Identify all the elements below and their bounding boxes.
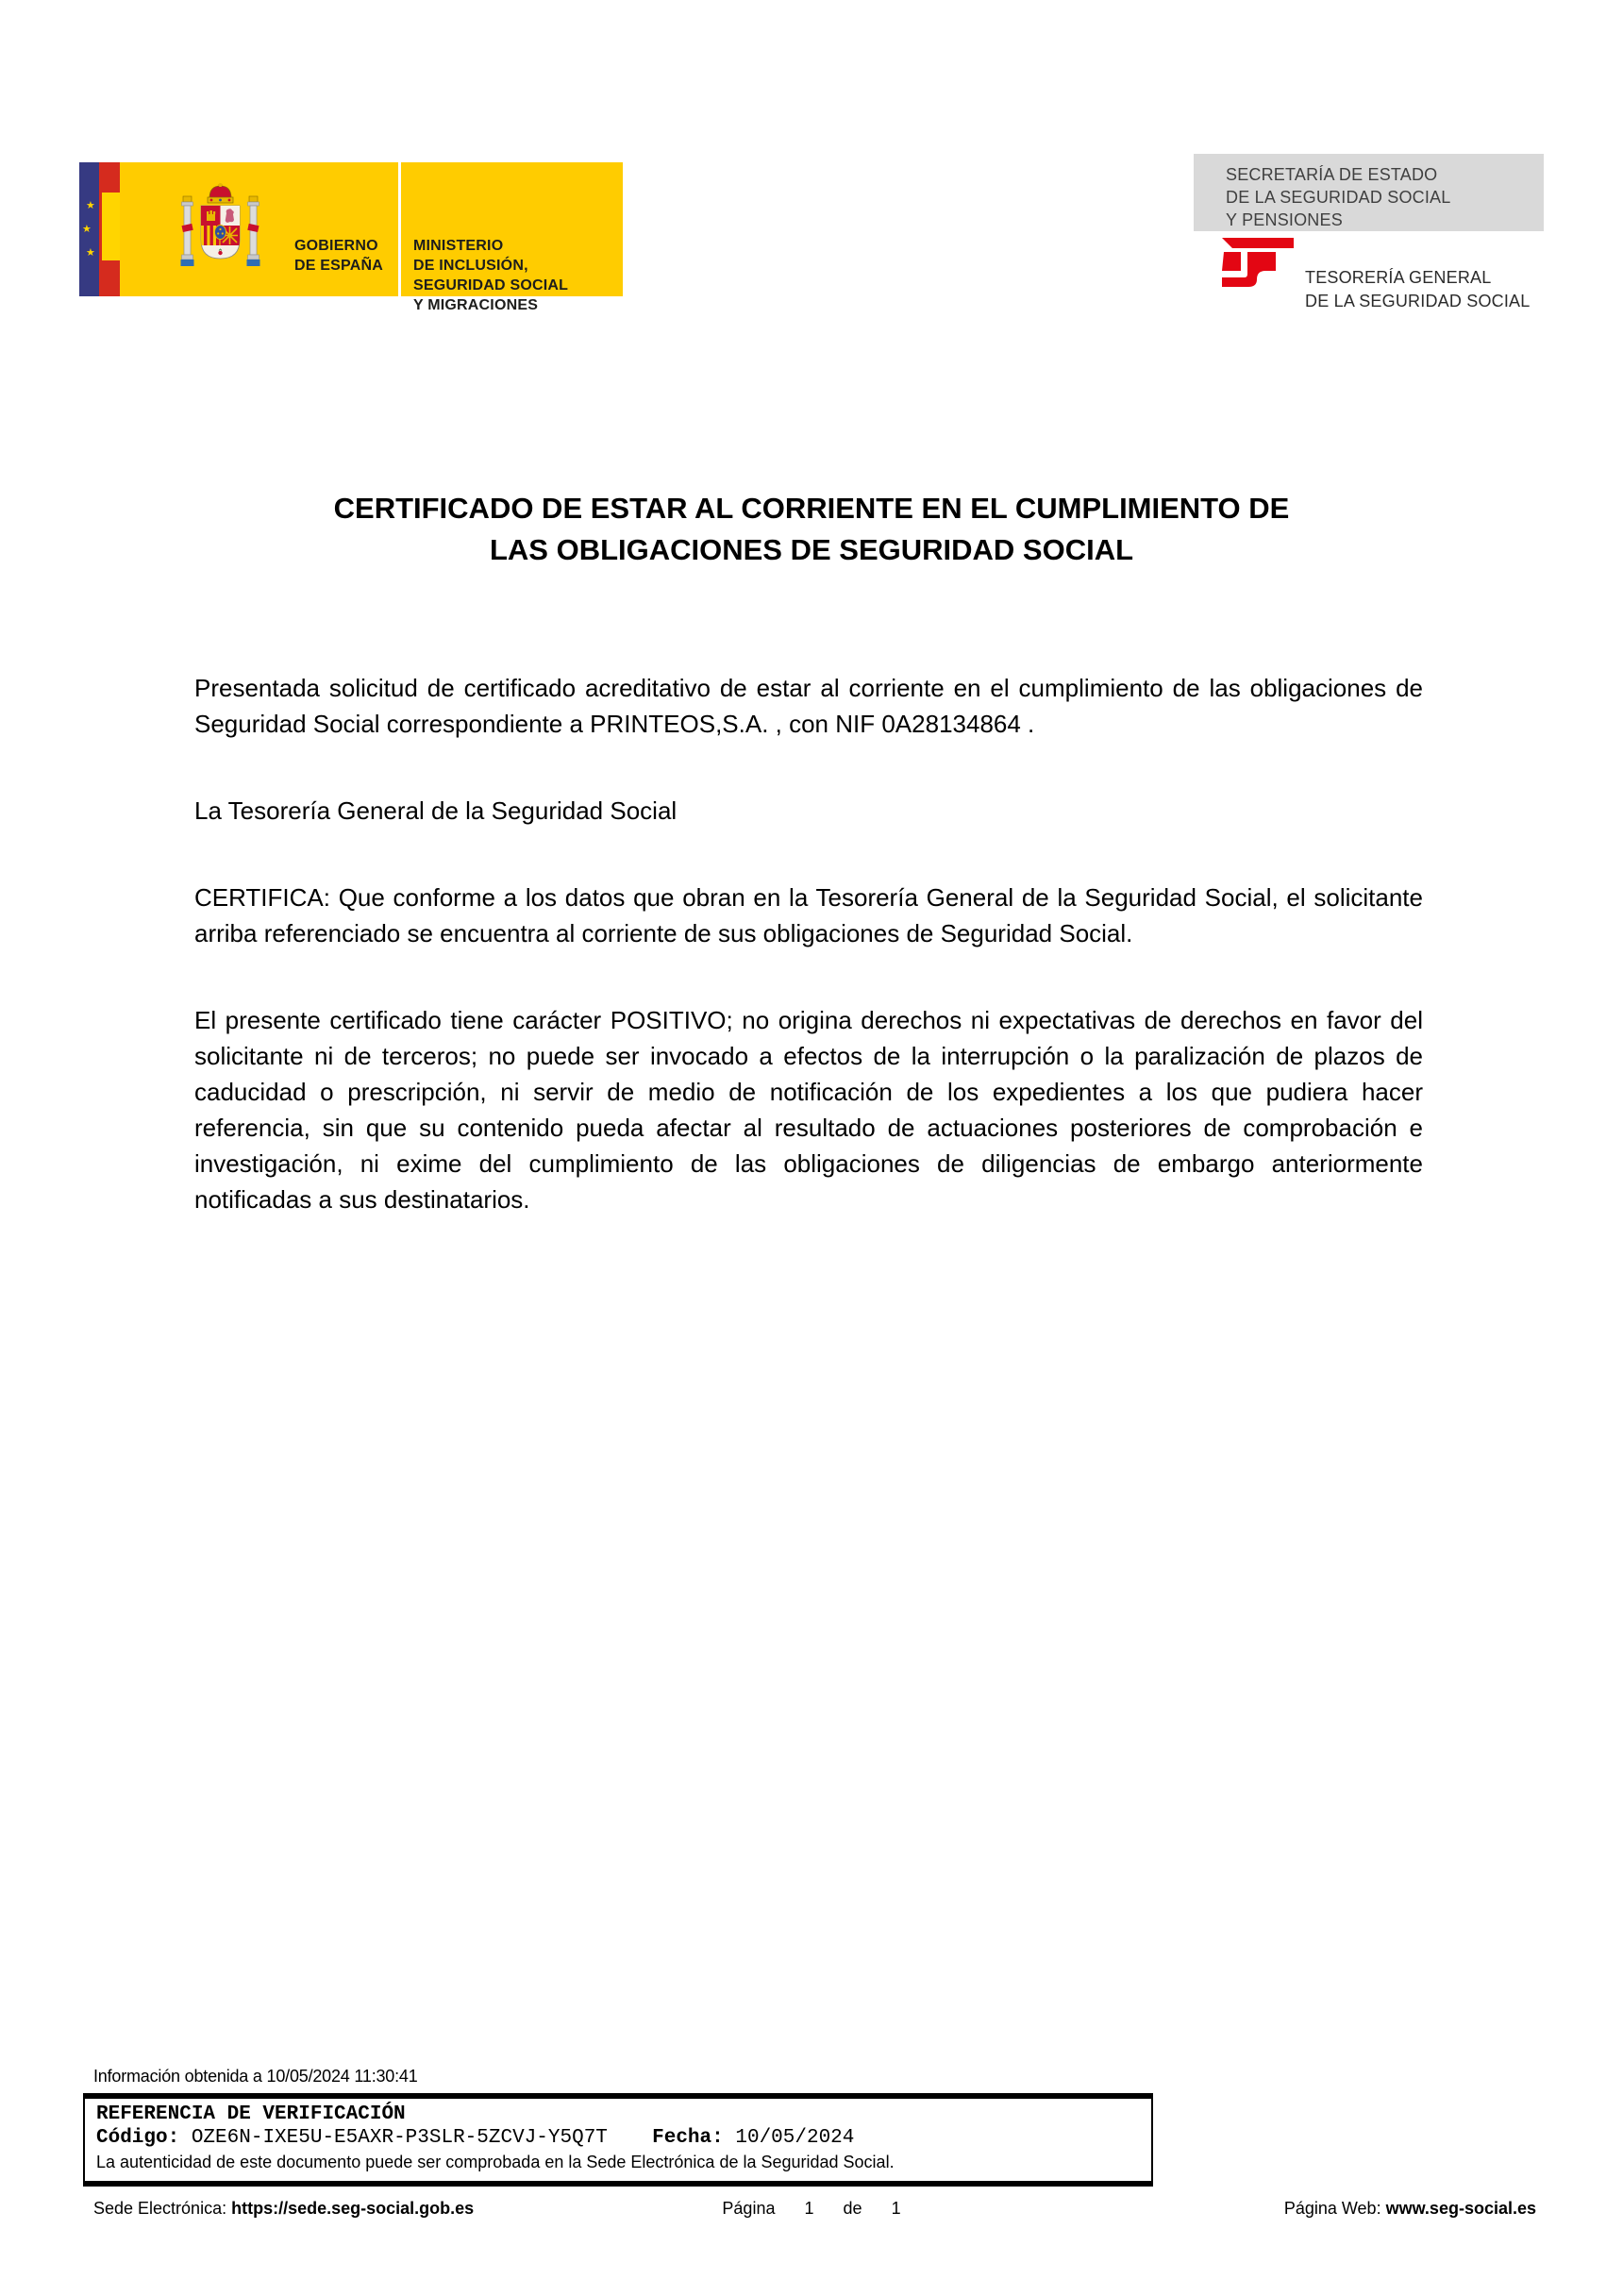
ministerio-line1: MINISTERIO [413, 238, 504, 254]
ministerio-line3: Y MIGRACIONES [413, 297, 539, 313]
secretaria-line3: Y PENSIONES [1226, 210, 1343, 229]
gobierno-line2: DE ESPAÑA [294, 258, 383, 274]
logo-divider [398, 162, 401, 296]
spain-flag-yellow-band [102, 193, 120, 260]
paragraph-certifica: CERTIFICA: Que conforme a los datos que obran en la Tesorería General de la Seguridad Social, el solicitante arriba referenciado se encuentra al corriente de sus obligaciones de Seguridad Social. [194, 883, 1423, 947]
page-total: 1 [891, 2199, 901, 2218]
title-line2: LAS OBLIGACIONES DE SEGURIDAD SOCIAL [489, 532, 1134, 566]
gobierno-banner-field [120, 162, 623, 313]
secretaria-line1: SECRETARÍA DE ESTADO [1226, 165, 1438, 184]
eu-star-icon: ★ [82, 224, 92, 235]
gobierno-line1: GOBIERNO [294, 238, 378, 254]
page-number-indicator [710, 2199, 912, 2219]
sede-electronica-label: Sede Electrónica: [93, 2199, 227, 2218]
gobierno-label [294, 236, 383, 276]
verification-code-label: Código: [96, 2127, 180, 2149]
page-title [0, 488, 1623, 571]
tesoreria-general-label [1305, 266, 1530, 313]
pagina-web-url: www.seg-social.es [1385, 2199, 1536, 2218]
page-de-label: de [843, 2199, 862, 2218]
eu-star-icon: ★ [86, 247, 95, 259]
eu-flag-strip [79, 162, 99, 296]
verification-date-label: Fecha: [652, 2127, 724, 2149]
verification-code-line [96, 2126, 1142, 2150]
title-line1: CERTIFICADO DE ESTAR AL CORRIENTE EN EL CUMPLIMIENTO DE [333, 491, 1290, 525]
verification-date-value: 10/05/2024 [735, 2127, 855, 2149]
gobierno-de-espana-logo [79, 162, 623, 313]
pagina-web-footer [1284, 2199, 1536, 2219]
info-obtained-timestamp: Información obtenida a 10/05/2024 11:30:41 [93, 2067, 418, 2086]
verification-reference-box [83, 2093, 1153, 2187]
secretaria-de-estado-box [1194, 154, 1544, 231]
tesoreria-line1: TESORERÍA GENERAL [1305, 268, 1492, 287]
spain-flag-strip [99, 162, 120, 296]
paragraph-caracter-positivo: El presente certificado tiene carácter POSITIVO; no origina derechos ni expectativas de derechos en favor del solicitante ni de terceros; no puede ser invocado a efectos de la interrupción o la paralización de plazos de caducidad o prescripción, ni servir de medio de notificación de los expedientes a los que pudiera hacer referencia, sin que su contenido pueda afectar al resultado de actuaciones posteriores de comprobación e investigación, ni exime del cumplimiento de las obligaciones de diligencias de embargo anteriormente notificadas a sus destinatarios. [194, 1006, 1423, 1214]
ministerio-label [413, 236, 623, 315]
paragraph-solicitud: Presentada solicitud de certificado acreditativo de estar al corriente en el cumplimiento de las obligaciones de Seguridad Social correspondiente a PRINTEOS,S.A. , con NIF 0A28134864 . [194, 674, 1423, 738]
tesoreria-line2: DE LA SEGURIDAD SOCIAL [1305, 292, 1531, 310]
pagina-web-label: Página Web: [1283, 2199, 1381, 2218]
eu-star-icon: ★ [86, 200, 95, 211]
verification-note: La autenticidad de este documento puede ser comprobada en la Sede Electrónica de la Seguridad Social. [96, 2153, 895, 2171]
spain-coat-of-arms-icon [180, 183, 260, 277]
ministerio-line2: DE INCLUSIÓN, SEGURIDAD SOCIAL [413, 258, 569, 293]
sede-electronica-url: https://sede.seg-social.gob.es [231, 2199, 475, 2218]
secretaria-line2: DE LA SEGURIDAD SOCIAL [1226, 188, 1451, 207]
paragraph-tesoreria: La Tesorería General de la Seguridad Social [194, 796, 678, 825]
certificate-body [194, 670, 1423, 1268]
page-label: Página [722, 2199, 776, 2218]
verification-title: REFERENCIA DE VERIFICACIÓN [96, 2103, 406, 2125]
tesoreria-general-logo-icon [1222, 238, 1294, 306]
verification-code-value: OZE6N-IXE5U-E5AXR-P3SLR-5ZCVJ-Y5Q7T [191, 2127, 608, 2149]
sede-electronica-footer [93, 2199, 474, 2219]
page-number: 1 [804, 2199, 814, 2218]
